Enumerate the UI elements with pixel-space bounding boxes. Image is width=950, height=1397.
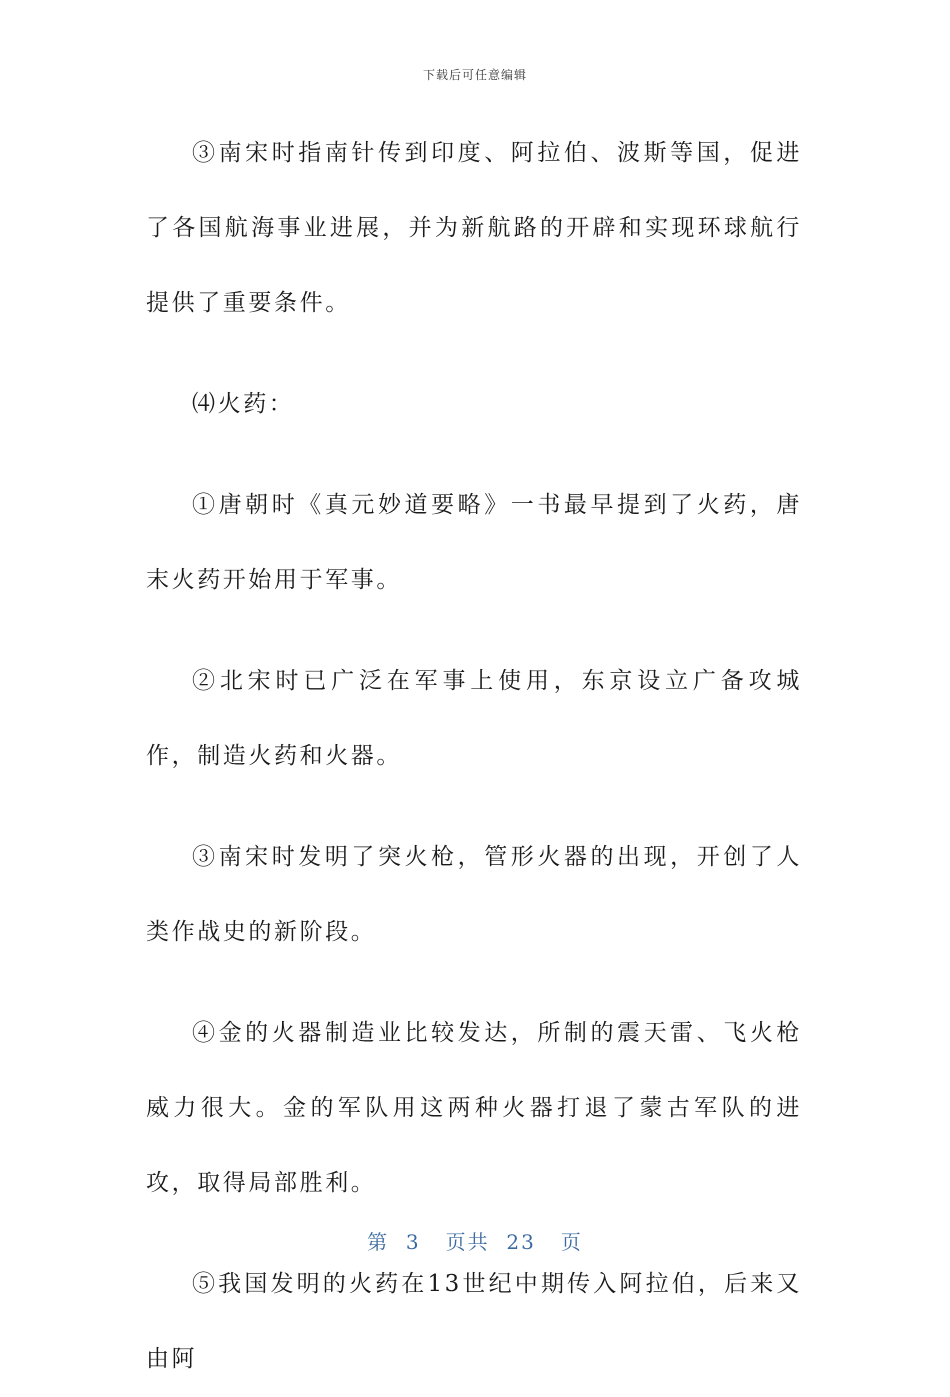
paragraph-gunpowder-tang: ①唐朝时《真元妙道要略》一书最早提到了火药，唐末火药开始用于军事。	[146, 492, 802, 593]
paragraph-gunpowder-spread: ⑤我国发明的火药在13世纪中期传入阿拉伯，后来又由阿	[146, 1271, 802, 1372]
page-number-footer	[0, 1226, 950, 1255]
paragraph-gunpowder-jin: ④金的火器制造业比较发达，所制的震天雷、飞火枪威力很大。金的军队用这两种火器打退了蒙古军队的进攻，取得局部胜利。	[146, 1020, 802, 1196]
document-body	[146, 116, 802, 1397]
footer-current-page: 3	[405, 1230, 421, 1254]
paragraph-compass-spread: ③南宋时指南针传到印度、阿拉伯、波斯等国，促进了各国航海事业进展，并为新航路的开辟和实现环球航行提供了重要条件。	[146, 140, 802, 316]
paragraph-gunpowder-southern-song: ③南宋时发明了突火枪，管形火器的出现，开创了人类作战史的新阶段。	[146, 844, 802, 945]
footer-prefix: 第	[367, 1230, 390, 1254]
paragraph-gunpowder-northern-song: ②北宋时已广泛在军事上使用，东京设立广备攻城作，制造火药和火器。	[146, 668, 802, 769]
footer-total-pages: 23	[506, 1230, 536, 1254]
footer-suffix: 页	[560, 1230, 583, 1254]
footer-middle: 页共	[445, 1230, 490, 1254]
page-header-note: 下载后可任意编辑	[422, 68, 527, 82]
paragraph-gunpowder-heading: ⑷火药：	[192, 391, 295, 417]
